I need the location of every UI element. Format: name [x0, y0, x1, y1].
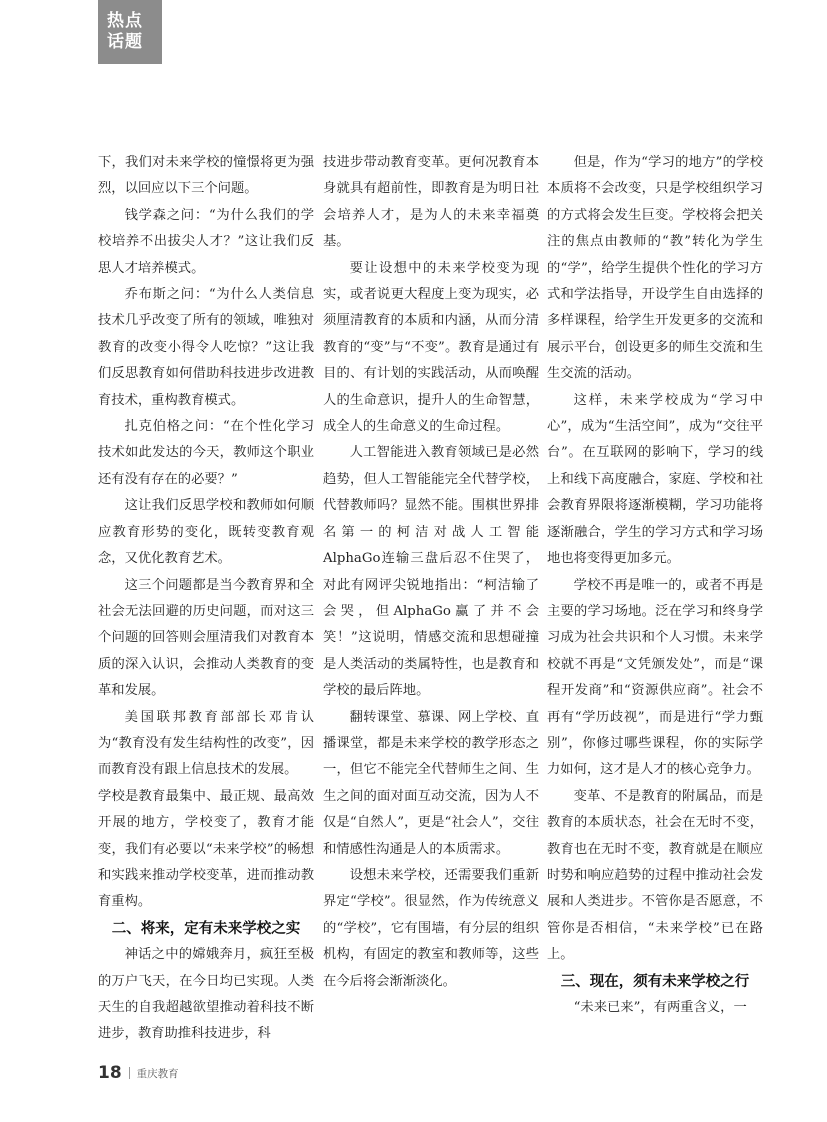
paragraph: 钱学森之问：“为什么我们的学校培养不出拔尖人才？”这让我们反思人才培养模式。 — [98, 207, 314, 276]
paragraph: 技进步带动教育变革。更何况教育本身就具有超前性，即教育是为明日社会培养人才，是为人的未来幸福奠基。 — [323, 155, 539, 250]
section-heading: 二、将来，定有未来学校之实 — [111, 920, 301, 937]
paragraph: “未来已来”，有两重含义，一 — [573, 1000, 747, 1015]
section-tag-line1: 热点 — [107, 11, 143, 31]
magazine-name: 重庆教育 — [136, 1067, 179, 1080]
page-number: 18 — [98, 1063, 122, 1083]
paragraph: 要让设想中的未来学校变为现实，或者说更大程度上变为现实，必须厘清教育的本质和内涵，从而分清教育的“变”与“不变”。教育是通过有目的、有计划的实践活动，从而唤醒人的生命意识，提升人的生命智慧，成全人的生命意义的生命过程。 — [323, 260, 539, 435]
paragraph: 人工智能进入教育领域已是必然趋势，但人工智能能完全代替学校，代替教师吗？显然不能。围棋世界排名第一的柯洁对战人工智能AlphaGo连输三盘后忍不住哭了，对此有网评尖锐地指出：“柯洁输了会哭，但AlphaGo赢了并不会笑！”这说明，情感交流和思想碰撞是人类活动的类属特性，也是教育和学校的最后阵地。 — [323, 445, 539, 699]
paragraph: 学校是教育最集中、最正规、最高效开展的地方，学校变了，教育才能变，我们有必要以“未来学校”的畅想和实践来推动学校变革，进而推动教育重构。 — [98, 788, 314, 910]
paragraph: 这样，未来学校成为“学习中心”，成为“生活空间”，成为“交往平台”。在互联网的影响下，学习的线上和线下高度融合，家庭、学校和社会教育界限将逐渐模糊，学习功能将逐渐融合，学生的学习方式和学习场地也将变得更加多元。 — [547, 392, 763, 567]
paragraph: 但是，作为“学习的地方”的学校本质将不会改变，只是学校组织学习的方式将会发生巨变。学校将会把关注的焦点由教师的“教”转化为学生的“学”，给学生提供个性化的学习方式和学法指导，开设学生自由选择的多样课程，给学生开发更多的交流和展示平台，创设更多的师生交流和生生交流的活动。 — [547, 155, 763, 382]
paragraph: 变革、不是教育的附属品，而是教育的本质状态，社会在无时不变，教育也在无时不变，教育就是在顺应时势和响应趋势的过程中推动社会发展和人类进步。不管你是否愿意，不管你是否相信，“未来学校”已在路上。 — [547, 788, 763, 963]
article-column-3 — [547, 150, 763, 1021]
paragraph: 学校不再是唯一的，或者不再是主要的学习场地。泛在学习和终身学习成为社会共识和个人习惯。未来学校就不再是“文凭颁发处”，而是“课程开发商”和“资源供应商”。社会不再有“学历歧视”，而是进行“学力甄别”，你修过哪些课程，你的实际学力如何，这才是人才的核心竞争力。 — [547, 577, 763, 778]
paragraph: 设想未来学校，还需要我们重新界定“学校”。很显然，作为传统意义的“学校”，它有围墙，有分层的组织机构，有固定的教室和教师等，这些在今后将会渐渐淡化。 — [323, 867, 539, 989]
paragraph: 美国联邦教育部部长邓肯认为“教育没有发生结构性的改变”，因而教育没有跟上信息技术的发展。 — [98, 709, 314, 778]
paragraph: 这让我们反思学校和教师如何顺应教育形势的变化，既转变教育观念，又优化教育艺术。 — [98, 498, 314, 567]
paragraph: 乔布斯之问：“为什么人类信息技术几乎改变了所有的领域，唯独对教育的改变小得令人吃惊？”这让我们反思教育如何借助科技进步改进教育技术，重构教育模式。 — [98, 287, 314, 408]
paragraph: 神话之中的嫦娥奔月，疯狂至极的万户飞天，在今日均已实现。人类天生的自我超越欲望推动着科技不断进步，教育助推科技进步，科 — [98, 947, 314, 1042]
paragraph: 翻转课堂、慕课、网上学校、直播课堂，都是未来学校的教学形态之一，但它不能完全代替师生之间、生生之间的面对面互动交流，因为人不仅是“自然人”，更是“社会人”，交往和情感性沟通是人的本质需求。 — [323, 709, 539, 857]
section-tag — [98, 0, 162, 64]
paragraph: 扎克伯格之问：“在个性化学习技术如此发达的今天，教师这个职业还有没有存在的必要？” — [98, 419, 314, 487]
paragraph: 这三个问题都是当今教育界和全社会无法回避的历史问题，而对这三个问题的回答则会厘清我们对教育本质的深入认识，会推动人类教育的变革和发展。 — [98, 577, 314, 699]
page-footer — [98, 1063, 179, 1083]
article-column-2 — [323, 150, 539, 995]
section-tag-line2: 话题 — [107, 32, 143, 52]
footer-divider — [129, 1067, 130, 1079]
paragraph: 下，我们对未来学校的憧憬将更为强烈，以回应以下三个问题。 — [98, 155, 314, 197]
section-heading: 三、现在，须有未来学校之行 — [560, 973, 750, 990]
article-column-1 — [98, 150, 314, 1048]
